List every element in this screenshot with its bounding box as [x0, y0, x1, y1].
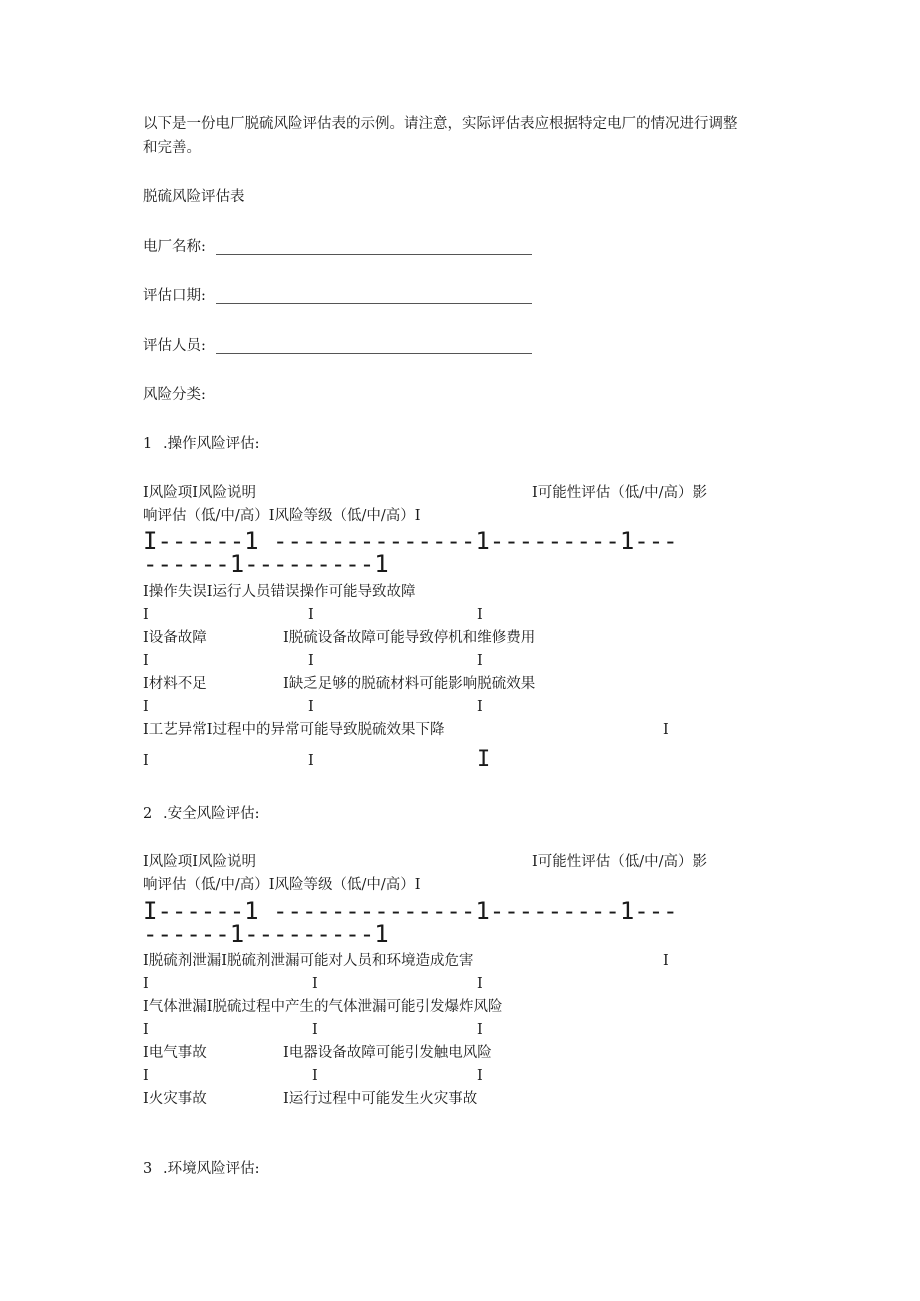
table-row	[143, 1046, 207, 1061]
row-spacer-bar: I	[477, 699, 483, 715]
row-tail-bar: I	[663, 722, 669, 738]
row-spacer-bar: I	[308, 753, 314, 769]
table-row	[143, 1092, 207, 1107]
section-3-number: 3	[143, 1161, 153, 1177]
row-spacer-bar: I	[477, 1022, 483, 1038]
row-spacer-bar: I	[143, 653, 149, 669]
section-2-header-a: I风险项I风险说明	[143, 854, 256, 870]
section-1-number: 1	[143, 436, 153, 452]
row-spacer-bar: I	[477, 976, 483, 992]
row-spacer-bar: I	[477, 1068, 483, 1084]
intro-line-2: 和完善。	[143, 140, 201, 156]
row-spacer-bar: I	[143, 753, 149, 769]
risk-item: I脱硫剂泄漏	[143, 953, 222, 969]
row-spacer-bar: I	[143, 1022, 149, 1038]
form-title: 脱硫风险评估表	[143, 189, 245, 205]
section-1-title: .操作风险评估:	[163, 436, 260, 452]
risk-desc: I缺乏足够的脱硫材料可能影响脱硫效果	[283, 676, 536, 692]
table-row	[143, 585, 415, 600]
section-3-title: .环境风险评估:	[163, 1161, 260, 1177]
row-spacer-bar: I	[143, 607, 149, 623]
risk-desc: I过程中的异常可能导致脱硫效果下降	[206, 722, 445, 738]
row-spacer-bar: I	[312, 976, 318, 992]
table-row	[143, 677, 207, 692]
row-spacer-bar: I	[477, 653, 483, 669]
risk-desc: I运行人员错误操作可能导致故障	[206, 584, 416, 600]
section-1-header-a: I风险项I风险说明	[143, 485, 256, 501]
risk-item: I气体泄漏	[143, 999, 207, 1015]
section-2-divider-1: I------1 --------------1---------1---	[143, 897, 678, 925]
eval-date-label: 评估口期:	[143, 288, 206, 304]
risk-desc: I脱硫剂泄漏可能对人员和环境造成危害	[221, 953, 474, 969]
row-spacer-bar: I	[308, 699, 314, 715]
eval-date-blank[interactable]	[216, 303, 532, 304]
risk-item: I操作失误	[143, 584, 207, 600]
section-1-header-b: I可能性评估（低/中/高）影	[532, 485, 707, 501]
plant-name-blank[interactable]	[216, 254, 532, 255]
section-2-title: .安全风险评估:	[163, 806, 260, 822]
row-spacer-bar: I	[477, 607, 483, 623]
risk-desc: I脱硫过程中产生的气体泄漏可能引发爆炸风险	[206, 999, 503, 1015]
section-1-divider-1: I------1 --------------1---------1---	[143, 527, 678, 555]
table-row	[143, 954, 473, 969]
risk-item: I工艺异常	[143, 722, 207, 738]
section-2-number: 2	[143, 806, 153, 822]
evaluator-label: 评估人员:	[143, 338, 206, 354]
section-2-divider-2: ------1---------1	[143, 920, 389, 948]
section-1-header-c: 响评估（低/中/高）I风险等级（低/中/高）I	[143, 508, 421, 524]
row-spacer-bar: I	[312, 1068, 318, 1084]
row-spacer-bar: I	[312, 1022, 318, 1038]
risk-desc: I电器设备故障可能引发触电风险	[283, 1045, 492, 1061]
evaluator-blank[interactable]	[216, 353, 532, 354]
risk-item: I设备故障	[143, 630, 207, 646]
row-spacer-bar: I	[308, 653, 314, 669]
risk-item: I材料不足	[143, 676, 207, 692]
intro-line-1: 以下是一份电厂脱硫风险评估表的示例。请注意，实际评估表应根据特定电厂的情况进行调整	[143, 116, 738, 132]
table-row	[143, 1000, 502, 1015]
table-row	[143, 631, 207, 646]
section-2-header-c: 响评估（低/中/高）I风险等级（低/中/高）I	[143, 877, 421, 893]
row-spacer-bar: I	[143, 699, 149, 715]
risk-category-label: 风险分类:	[143, 387, 206, 403]
plant-name-label: 电厂名称:	[143, 239, 206, 255]
row-tail-bar: I	[663, 953, 669, 969]
risk-desc: I脱硫设备故障可能导致停机和维修费用	[283, 630, 536, 646]
row-spacer-bar: I	[308, 607, 314, 623]
row-spacer-bar: I	[143, 976, 149, 992]
row-spacer-bar: I	[143, 1068, 149, 1084]
section-2-header-b: I可能性评估（低/中/高）影	[532, 854, 707, 870]
risk-item: I火灾事故	[143, 1091, 207, 1107]
row-spacer-bar: I	[477, 747, 491, 772]
risk-item: I电气事故	[143, 1045, 207, 1061]
section-1-divider-2: ------1---------1	[143, 550, 389, 578]
risk-desc: I运行过程中可能发生火灾事故	[283, 1091, 478, 1107]
table-row	[143, 723, 444, 738]
